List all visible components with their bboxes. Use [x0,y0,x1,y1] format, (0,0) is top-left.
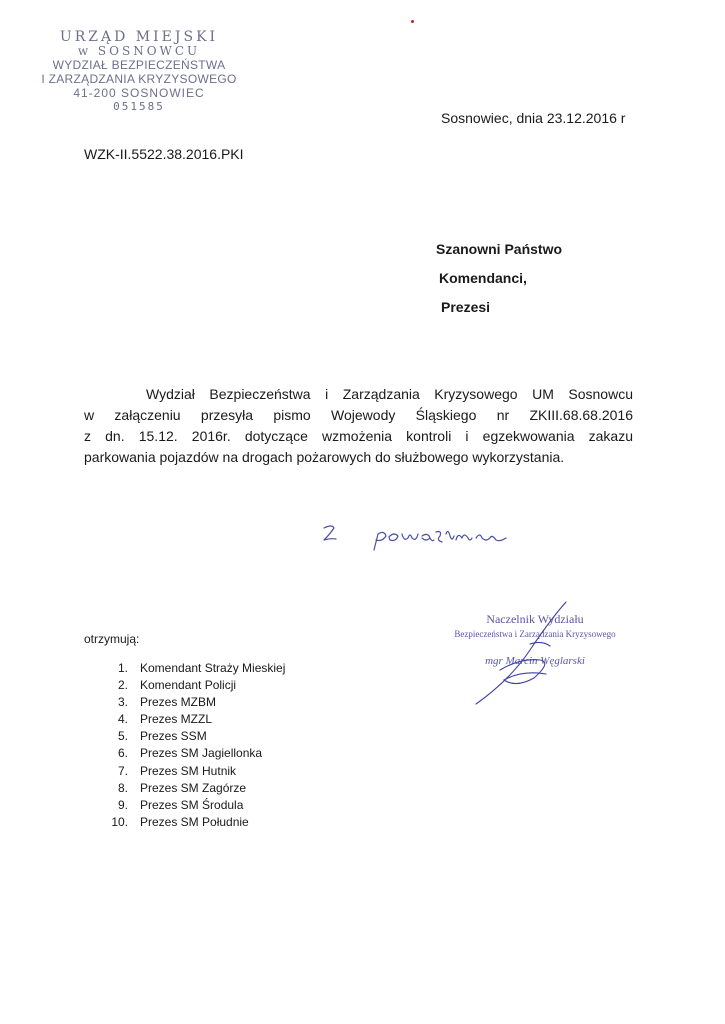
signature-department: Bezpieczeństwa i Zarządzania Kryzysowego [454,629,616,639]
addressee-line: Prezesi [441,299,491,315]
body-line: parkowania pojazdów na drogach pożarowych do służbowego wykorzystania. [84,449,565,465]
item-name: Prezes SM Zagórze [140,780,247,795]
body-line: z dn. 15.12. 2016r. dotyczące wzmożenia kontroli i egzekwowania zakazu [84,428,633,444]
list-item [104,763,285,780]
addressee-block [436,235,562,322]
item-number: 8. [117,780,128,795]
stamp-line-department: WYDZIAŁ BEZPIECZEŃSTWA [52,58,226,72]
item-number: 1. [117,661,128,675]
item-name: Prezes SSM [140,729,207,744]
item-number: 3. [117,695,128,710]
stamp-line-number: 051585 [113,100,165,113]
office-stamp [34,30,244,114]
item-number: 2. [117,678,128,693]
item-name: Prezes SM Środula [140,797,244,812]
item-name: Prezes MZZL [140,712,213,727]
list-item [104,711,285,728]
list-item [104,694,285,711]
ink-dot [411,20,414,23]
item-number: 6. [117,746,128,761]
item-name: Prezes MZBM [140,695,217,710]
addressee-line: Komendanci, [439,270,527,286]
item-name: Prezes SM Południe [140,814,249,829]
item-number: 4. [117,712,128,727]
list-item [104,814,285,831]
signature-name: mgr Marcin Węglarski [485,655,585,667]
item-number: 5. [117,729,128,744]
body-line: w załączeniu przesyła pismo Wojewody Śląskiego nr ZKIII.68.68.2016 [84,407,633,423]
item-name: Komendant Policji [140,678,237,693]
list-item [104,677,285,694]
stamp-line-city: w SOSNOWCU [77,44,201,58]
addressee-line: Szanowni Państwo [436,241,563,257]
recipients-list [104,660,285,831]
stamp-line-postcode: 41-200 SOSNOWIEC [73,86,205,100]
item-number: 7. [117,763,128,778]
body-line: Wydział Bezpieczeństwa i Zarządzania Kryzysowego UM Sosnowcu [146,386,633,402]
list-item [104,797,285,814]
list-item [104,660,285,677]
item-name: Komendant Straży Mieskiej [140,661,286,675]
item-name: Prezes SM Hutnik [140,763,237,778]
item-number: 10. [111,814,128,829]
list-item [104,745,285,762]
stamp-line-office: URZĄD MIEJSKI [59,29,219,45]
signature-title: Naczelnik Wydziału [486,612,584,626]
list-item [104,728,285,745]
document-reference: WZK-II.5522.38.2016.PKI [84,146,244,162]
handwritten-signature [470,600,580,710]
stamp-line-department-2: I ZARZĄDZANIA KRYZYSOWEGO [41,72,237,86]
list-item [104,780,285,797]
item-name: Prezes SM Jagiellonka [140,746,263,761]
recipients-label: otrzymują: [84,632,140,646]
letter-body [84,384,633,468]
document-date: Sosnowiec, dnia 23.12.2016 r [441,110,626,126]
handwritten-note [320,520,530,556]
item-number: 9. [117,797,128,812]
